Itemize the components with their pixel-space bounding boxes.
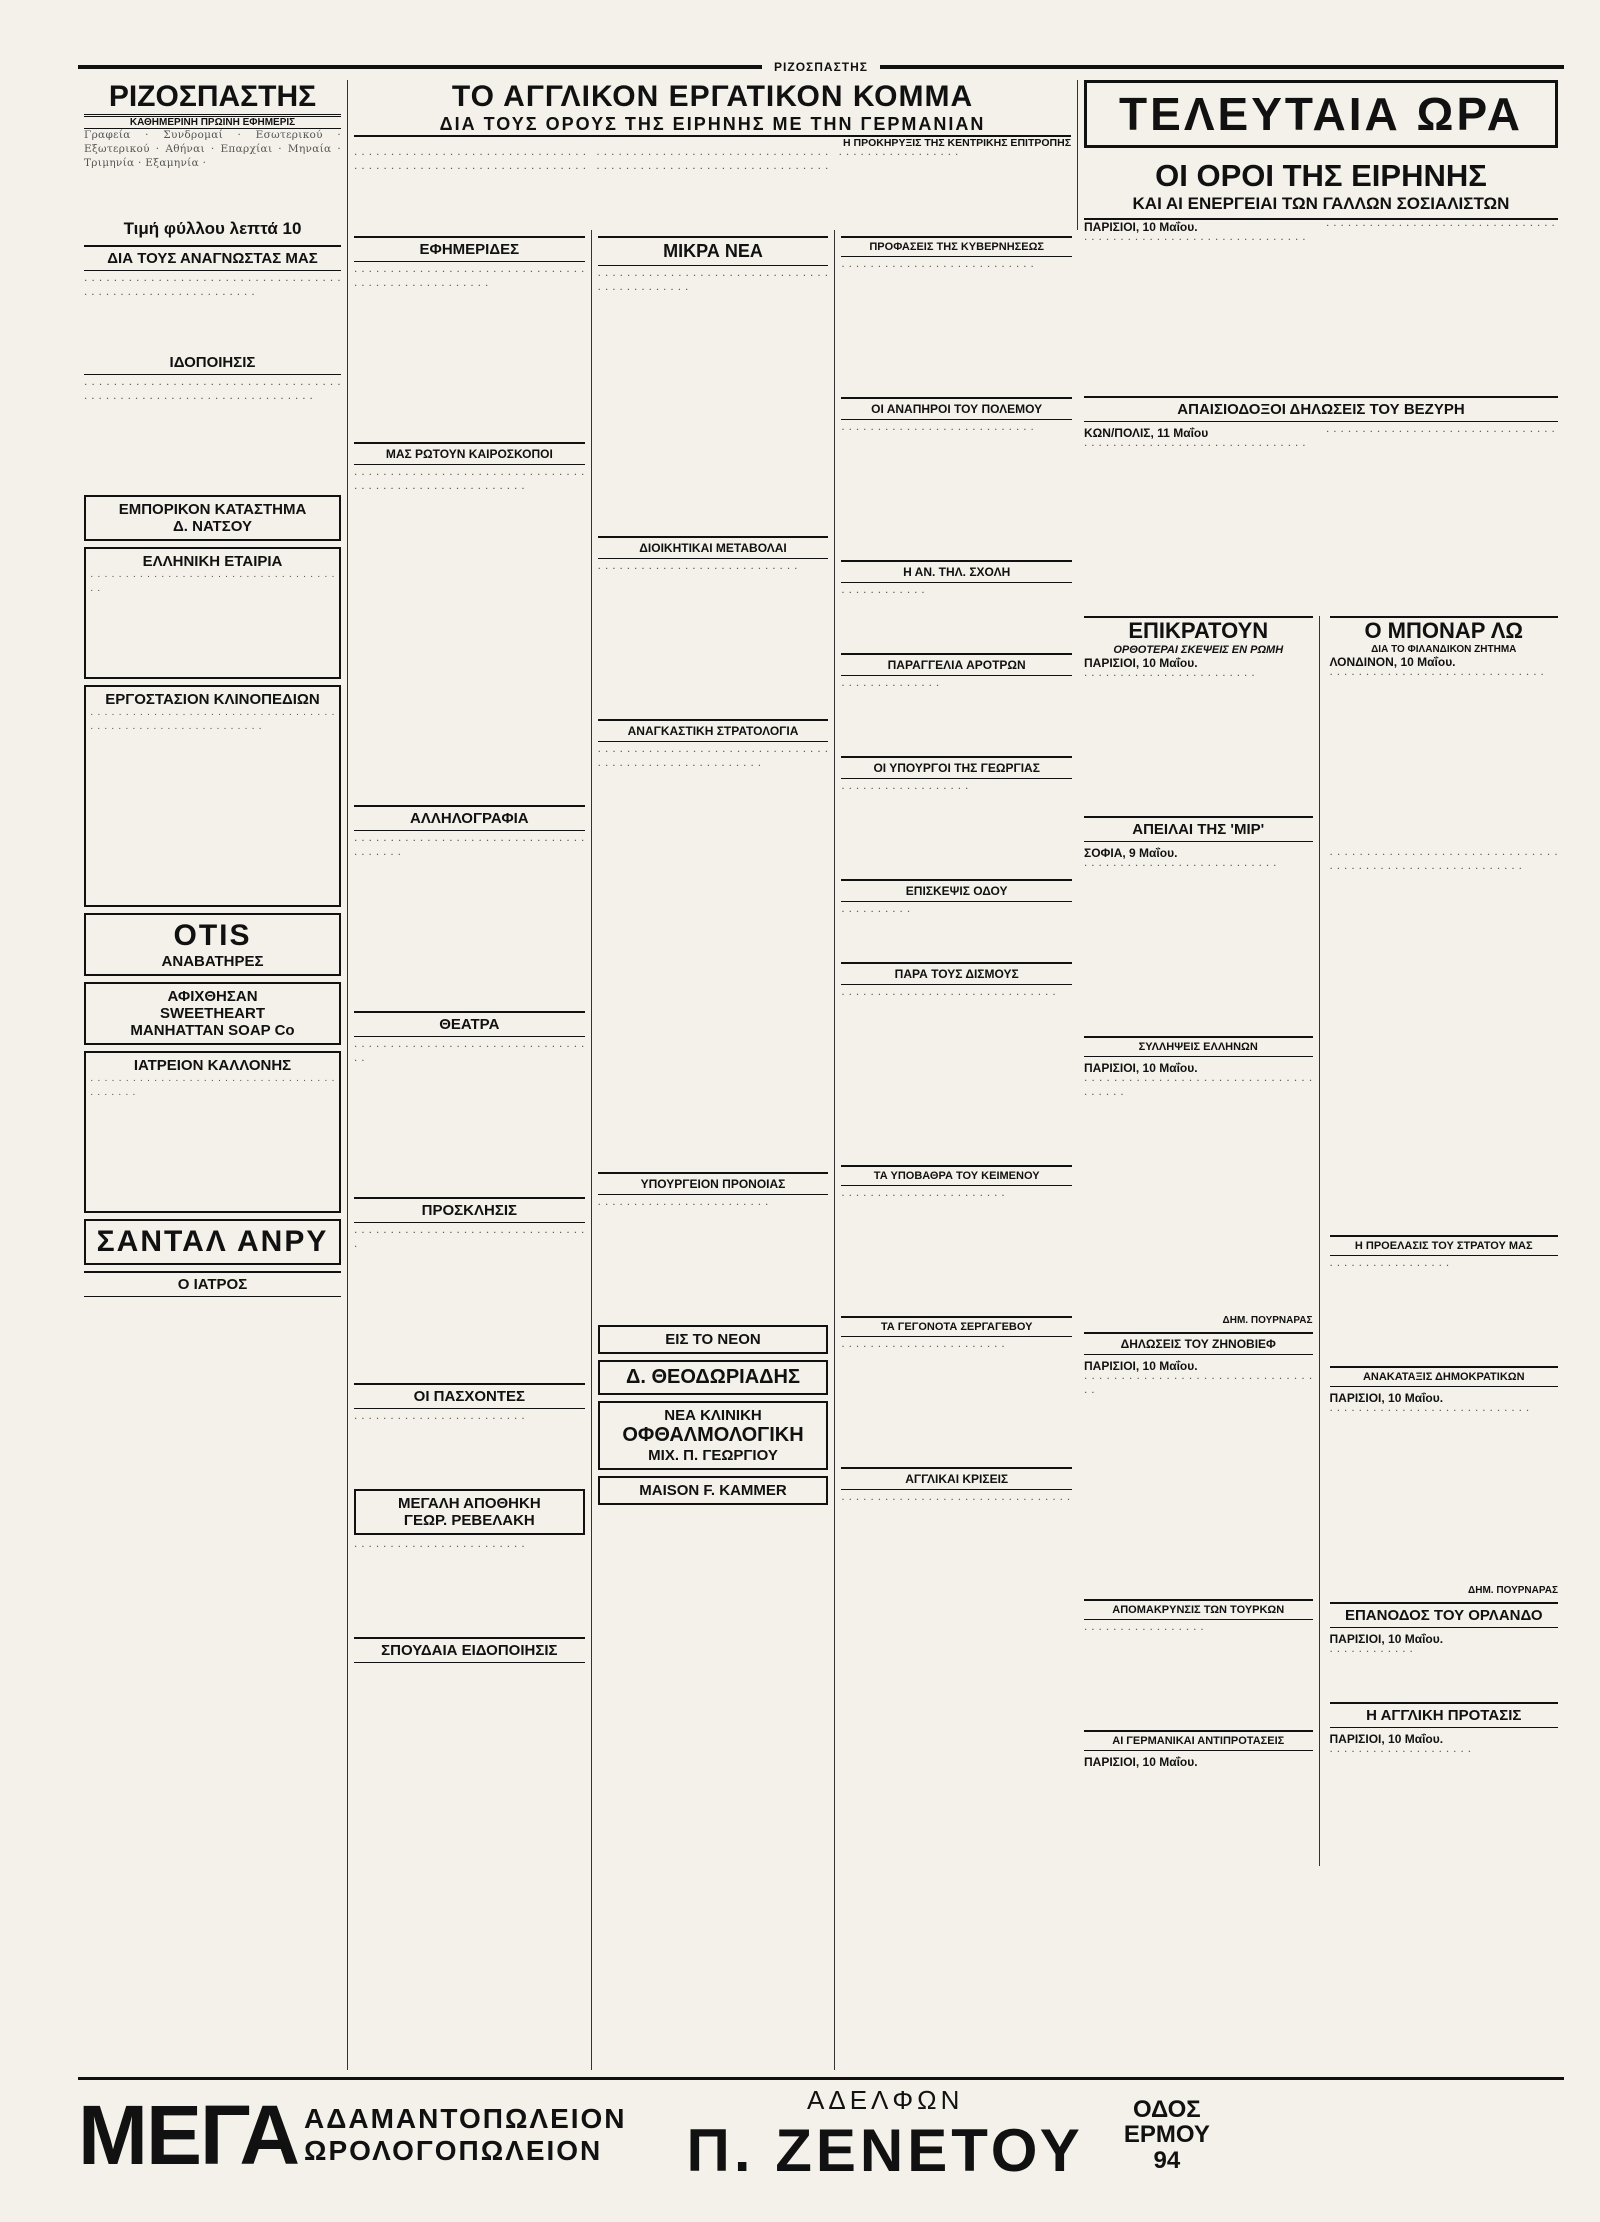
kairoi-heading: ΜΑΣ ΡΩΤΟΥΝ ΚΑΙΡΟΣΚΟΠΟΙ xyxy=(354,442,585,465)
parangelia-body: · · · · · · · · · · · · · · xyxy=(841,680,940,692)
theatra-body: · · · · · · · · · · · · · · · · · · · · · · · · · · · · · · · · · · xyxy=(354,1041,585,1067)
neon-ad xyxy=(598,1325,829,1354)
anakopi-heading: ΑΝΑΚΑΤΑΞΙΣ ΔΗΜΟΚΡΑΤΙΚΩΝ xyxy=(1330,1366,1559,1387)
column-3 xyxy=(592,230,836,2070)
zinoviev-dateline: ΠΑΡΙΣΙΟΙ, 10 Μαΐου. xyxy=(1084,1359,1198,1373)
dismous-heading: ΠΑΡΑ ΤΟΥΣ ΔΙΣΜΟΥΣ xyxy=(841,962,1072,985)
ypourgos-heading: ΟΙ ΥΠΟΥΡΓΟΙ ΤΗΣ ΓΕΩΡΓΙΑΣ xyxy=(841,756,1072,779)
anakopi-dateline: ΠΑΡΙΣΙΟΙ, 10 Μαΐου. xyxy=(1329,1391,1444,1405)
apothiki-list: · · · · · · · · · · · · · · · · · · · · · · · · xyxy=(354,1541,525,1553)
footer-odos: ΟΔΟΣ xyxy=(1132,2096,1201,2124)
footer-shop-types xyxy=(304,2103,627,2167)
paschontes-heading: ΟΙ ΠΑΣΧΟΝΤΕΣ xyxy=(354,1383,585,1409)
kairoi-body: · · · · · · · · · · · · · · · · · · · · · · · · · · · · · · · · · · · · · · · · · · · · · · · · · · · · · · · · xyxy=(354,469,585,495)
apomakrynseis-heading: ΑΠΟΜΑΚΡΥΝΣΙΣ ΤΩΝ ΤΟΥΡΚΩΝ xyxy=(1084,1599,1313,1620)
footer-adelfon: ΑΔΕΛΦΩΝ xyxy=(806,2085,964,2115)
apeilai-body: · · · · · · · · · · · · · · · · · · · · · · · · · · · xyxy=(1084,860,1277,872)
lead-story xyxy=(348,80,1078,230)
zinoviev-body: · · · · · · · · · · · · · · · · · · · · · · · · · · · · · · · · · xyxy=(1084,1373,1313,1399)
gounaris-dateline: ΠΑΡΙΣΙΟΙ, 10 Μαΐου. xyxy=(1084,1061,1198,1075)
top-rule xyxy=(78,60,1564,74)
prosklisis-heading: ΠΡΟΣΚΛΗΣΙΣ xyxy=(354,1197,585,1223)
kliniki-ad xyxy=(598,1401,829,1470)
keimenon-heading: ΤΑ ΥΠΟΒΑΘΡΑ ΤΟΥ ΚΕΙΜΕΝΟΥ xyxy=(841,1165,1072,1186)
episkepsi-heading: ΕΠΙΣΚΕΨΙΣ ΟΔΟΥ xyxy=(841,879,1072,902)
price-line: Τιμή φύλλου λεπτά 10 xyxy=(123,219,302,238)
late-news-column xyxy=(1078,80,1564,2070)
iatreion-title: ΙΑΤΡΕΙΟΝ ΚΑΛΛΟΝΗΣ xyxy=(133,1057,292,1074)
late-news-header xyxy=(1084,80,1558,220)
mikra-heading: ΜΙΚΡΑ ΝΕΑ xyxy=(598,236,829,266)
efimerides-heading: ΕΦΗΜΕΡΙΔΕΣ xyxy=(354,236,585,262)
lower-columns xyxy=(348,230,1078,2070)
late-h2: ΟΙ ΟΡΟΙ ΤΗΣ ΕΙΡΗΝΗΣ xyxy=(1155,158,1487,193)
diagnosis-body: · · · · · · · · · · · · · · · · · · · · · · · · xyxy=(597,1199,769,1211)
apothiki-ad xyxy=(354,1489,585,1535)
afichthisan-ad xyxy=(84,982,341,1045)
allilografia-heading: ΑΛΛΗΛΟΓΡΑΦΙΑ xyxy=(354,805,585,831)
late-left-column xyxy=(1084,616,1320,1866)
lead-headline-wrap xyxy=(354,80,1071,149)
column-4 xyxy=(835,230,1078,2070)
lead-subtitle: ΔΙΑ ΤΟΥΣ ΟΡΟΥΣ ΤΗΣ ΕΙΡΗΝΗΣ ΜΕ ΤΗΝ ΓΕΡΜΑΝΙΑΝ xyxy=(354,114,1071,137)
footer-line2: ΩΡΟΛΟΓΟΠΩΛΕΙΟΝ xyxy=(304,2135,603,2166)
subscription-info: Γραφεία · Συνδρομαί · Εσωτερικού · Εξωτερικού · Αθήναι · Επαρχίαι · Μηναία · Τριμηνία · Εξαμηνία · xyxy=(84,129,341,169)
late-right-column xyxy=(1330,616,1559,1866)
neon-title: ΕΙΣ ΤΟ ΝΕΟΝ xyxy=(665,1331,761,1348)
peace-body-right: · · · · · · · · · · · · · · · · · · · · · · · · · · · · · · · · xyxy=(1326,220,1556,232)
paper-title: ΡΙΖΟΣΠΑΣΤΗΣ xyxy=(84,80,341,117)
london-dateline: ΛΟΝΔΙΝΟΝ, 10 Μαΐου. xyxy=(1329,655,1456,669)
column-2 xyxy=(348,230,592,2070)
epikratoun-dateline: ΠΑΡΙΣΙΟΙ, 10 Μαΐου. xyxy=(1084,656,1198,670)
parangelia-heading: ΠΑΡΑΓΓΕΛΙΑ ΑΡΟΤΡΩΝ xyxy=(841,653,1072,676)
lead-body: · · · · · · · · · · · · · · · · · · · · · · · · · · · · · · · · · · · · · · · · · · · · · · · · · · · · · · · · · · · · · · · · · · · · · · · · · · · · · · · · · · · · · · · · · · · · · · · · · · · · · · · · · · · · · · · · · · · · · · · · · · · · · · · · · · · · · · · · · · · · · · · · · xyxy=(354,149,959,175)
idopoiisis-body: · · · · · · · · · · · · · · · · · · · · · · · · · · · · · · · · · · · · · · · · · · · · · · · · · · · · · · · · · · · · · · · · · · · xyxy=(84,379,341,405)
etairia-body: · · · · · · · · · · · · · · · · · · · · · · · · · · · · · · · · · · · · · xyxy=(90,570,335,596)
peace-body-left: · · · · · · · · · · · · · · · · · · · · · · · · · · · · · · · xyxy=(1084,234,1306,246)
sergeevou-heading: ΤΑ ΓΕΓΟΝΟΤΑ ΣΕΡΓΑΓΕΒΟΥ xyxy=(841,1316,1072,1337)
vezyri-pair xyxy=(1084,426,1558,616)
apomakrynseis-body: · · · · · · · · · · · · · · · · · xyxy=(1084,1624,1205,1636)
ypourgos-body: · · · · · · · · · · · · · · · · · · xyxy=(841,783,969,795)
polemou-heading: ΟΙ ΑΝΑΠΗΡΟΙ ΤΟΥ ΠΟΛΕΜΟΥ xyxy=(841,397,1072,420)
columns xyxy=(78,80,1564,2070)
ergostasion-body: · · · · · · · · · · · · · · · · · · · · · · · · · · · · · · · · · · · · · · · · · · · · · · · · · · · · · · · · · · · · xyxy=(90,708,335,734)
afichthisan-title: ΑΦΙΧΘΗΣΑΝ xyxy=(167,988,258,1005)
lead-block xyxy=(348,80,1078,2070)
stratologia-heading: ΑΝΑΓΚΑΣΤΙΚΗ ΣΤΡΑΤΟΛΟΓΙΑ xyxy=(598,719,829,742)
gounaris-body: · · · · · · · · · · · · · · · · · · · · · · · · · · · · · · · · · · · · · xyxy=(1084,1075,1313,1101)
footer-zenetou: Π. ΖΕΝΕΤΟΥ xyxy=(686,2117,1084,2184)
gounaris-heading: ΣΥΛΛΗΨΕΙΣ ΕΛΛΗΝΩΝ xyxy=(1084,1036,1313,1057)
epanodos-dateline: ΠΑΡΙΣΙΟΙ, 10 Μαΐου. xyxy=(1329,1632,1444,1646)
dismous-body: · · · · · · · · · · · · · · · · · · · · · · · · · · · · · · xyxy=(841,989,1056,1001)
vezyri-body-right: · · · · · · · · · · · · · · · · · · · · · · · · · · · · · · · · xyxy=(1326,426,1556,438)
prokiryxi-heading: Η ΠΡΟΕΛΑΣΙΣ ΤΟΥ ΣΤΡΑΤΟΥ ΜΑΣ xyxy=(1330,1235,1559,1256)
protasis-body: · · · · · · · · · · · · · · · · · · · · xyxy=(1329,1746,1472,1758)
footer-ad xyxy=(78,2077,1564,2190)
column-1 xyxy=(78,80,348,2070)
idopoiisis-heading: ΙΔΟΠΟΙΗΣΙΣ xyxy=(84,351,341,375)
lead-title: ΤΟ ΑΓΓΛΙΚΟΝ ΕΡΓΑΤΙΚΟΝ ΚΟΜΜΑ xyxy=(451,80,974,113)
signature-1: ΔΗΜ. ΠΟΥΡΝΑΡΑΣ xyxy=(1222,1315,1313,1326)
second-story-body: · · · · · · · · · · · · · · · · · · · · · · · · · · · · · · · · · · · · · · · · · · · · · · · · · · · · · · · · · · xyxy=(1329,849,1558,875)
otis-sub: ΑΝΑΒΑΤΗΡΕΣ xyxy=(161,953,264,970)
ofthalmo-title: ΟΦΘΑΛΜΟΛΟΓΙΚΗ xyxy=(622,1424,804,1446)
metavoli-heading: ΔΙΟΙΚΗΤΙΚΑΙ ΜΕΤΑΒΟΛΑΙ xyxy=(598,536,829,559)
epikratoun-body: · · · · · · · · · · · · · · · · · · · · · · · · xyxy=(1084,670,1255,682)
bonar-body: · · · · · · · · · · · · · · · · · · · · · · · · · · · · · · xyxy=(1329,669,1545,681)
metavoli-body: · · · · · · · · · · · · · · · · · · · · · · · · · · · · xyxy=(597,563,798,575)
zinoviev-heading: ΔΗΛΩΣΕΙΣ ΤΟΥ ΖΗΝΟΒΙΕΦ xyxy=(1084,1332,1313,1355)
ergostasion-title: ΕΡΓΟΣΤΑΣΙΟΝ ΚΛΙΝΟΠΕΔΙΩΝ xyxy=(105,691,320,708)
sxoli-heading: Η ΑΝ. ΤΗΛ. ΣΧΟΛΗ xyxy=(841,560,1072,583)
protaseis-heading: ΠΡΟΦΑΣΕΙΣ ΤΗΣ ΚΥΒΕΡΝΗΣΕΩΣ xyxy=(841,236,1072,257)
anakopi-body: · · · · · · · · · · · · · · · · · · · · · · · · · · · · xyxy=(1329,1405,1530,1417)
katastima-title: ΕΜΠΟΡΙΚΟΝ ΚΑΤΑΣΤΗΜΑ xyxy=(118,501,307,518)
revelaki-name: ΓΕΩΡ. ΡΕΒΕΛΑΚΗ xyxy=(403,1512,535,1529)
keimenon-body: · · · · · · · · · · · · · · · · · · · · · · · xyxy=(841,1190,1006,1202)
theatra-heading: ΘΕΑΤΡΑ xyxy=(354,1011,585,1037)
efimerides-body: · · · · · · · · · · · · · · · · · · · · · · · · · · · · · · · · · · · · · · · · · · · · · · · · · · · xyxy=(354,266,585,292)
epanodos-body: · · · · · · · · · · · · xyxy=(1329,1646,1414,1658)
kriseis-heading: ΑΓΓΛΙΚΑΙ ΚΡΙΣΕΙΣ xyxy=(841,1467,1072,1490)
protasis-heading: Η ΑΓΓΛΙΚΗ ΠΡΟΤΑΣΙΣ xyxy=(1330,1702,1559,1728)
santal-title: ΣΑΝΤΑΛ ΑΝΡΥ xyxy=(96,1225,329,1258)
kliniki-title: ΝΕΑ ΚΛΙΝΙΚΗ xyxy=(664,1407,762,1424)
protaseis-body: · · · · · · · · · · · · · · · · · · · · · · · · · · · xyxy=(841,261,1035,273)
bonar-sub: ΔΙΑ ΤΟ ΦΙΛΑΝΔΙΚΟΝ ΖΗΤΗΜΑ xyxy=(1371,644,1517,655)
notice-body: · · · · · · · · · · · · · · · · · · · · · · · · · · · · · · · · · · · · · · · · · · · · · · · · · · · · · · · · · · · xyxy=(84,275,341,301)
spoudaia-heading: ΣΠΟΥΔΑΙΑ ΕΙΔΟΠΟΙΗΣΙΣ xyxy=(354,1637,585,1663)
prokiryxi-body: · · · · · · · · · · · · · · · · · xyxy=(1329,1260,1450,1272)
theodoriadis-ad xyxy=(598,1360,829,1395)
notice-heading: ΔΙΑ ΤΟΥΣ ΑΝΑΓΝΩΣΤΑΣ ΜΑΣ xyxy=(84,245,341,271)
theodoriadis-title: Δ. ΘΕΟΔΩΡΙΑΔΗΣ xyxy=(626,1366,800,1388)
sergeevou-body: · · · · · · · · · · · · · · · · · · · · · · · xyxy=(841,1341,1006,1353)
antiprotaseis-dateline: ΠΑΡΙΣΙΟΙ, 10 Μαΐου. xyxy=(1084,1755,1198,1769)
peace-terms-pair xyxy=(1084,220,1558,390)
manhattan-title: MANHATTAN SOAP Co xyxy=(130,1022,295,1039)
epanodos-heading: ΕΠΑΝΟΔΟΣ ΤΟΥ ΟΡΛΑΝΔΟ xyxy=(1330,1602,1559,1628)
kammer-ad xyxy=(598,1476,829,1505)
episkepsi-body: · · · · · · · · · · xyxy=(841,906,911,918)
vezyri-dateline: ΚΩΝ/ΠΟΛΙΣ, 11 Μαΐου xyxy=(1084,426,1209,440)
mikra-body: · · · · · · · · · · · · · · · · · · · · · · · · · · · · · · · · · · · · · · · · · · · · · xyxy=(597,270,829,296)
footer-line1: ΑΔΑΜΑΝΤΟΠΩΛΕΙΟΝ xyxy=(304,2103,627,2134)
sxoli-body: · · · · · · · · · · · · xyxy=(841,587,926,599)
apothiki-title: ΜΕΓΑΛΗ ΑΠΟΘΗΚΗ xyxy=(398,1495,541,1512)
natsos-name: Δ. ΝΑΤΣΟΥ xyxy=(173,518,252,535)
masthead-name: ΡΙΖΟΣΠΑΣΤΗΣ xyxy=(774,60,868,74)
katastima-ad xyxy=(84,495,341,541)
iatreion-body: · · · · · · · · · · · · · · · · · · · · · · · · · · · · · · · · · · · · · · · · · · xyxy=(90,1074,335,1100)
diagnosis-heading: ΥΠΟΥΡΓΕΙΟΝ ΠΡΟΝΟΙΑΣ xyxy=(598,1172,829,1195)
stratologia-body: · · · · · · · · · · · · · · · · · · · · · · · · · · · · · · · · · · · · · · · · · · · · · · · · · · · · · · · xyxy=(597,746,829,772)
sweetheart-title: SWEETHEART xyxy=(160,1005,265,1022)
lead-kicker: Η ΠΡΟΚΗΡΥΞΙΣ ΤΗΣ ΚΕΝΤΡΙΚΗΣ ΕΠΙΤΡΟΠΗΣ xyxy=(843,137,1071,149)
iatros-heading: Ο ΙΑΤΡΟΣ xyxy=(84,1271,341,1297)
etairia-title: ΕΛΛΗΝΙΚΗ ΕΤΑΙΡΙΑ xyxy=(142,553,283,570)
etairia-ad xyxy=(84,547,341,679)
vezyri-heading: ΑΠΑΙΣΙΟΔΟΞΟΙ ΔΗΛΩΣΕΙΣ ΤΟΥ ΒΕΖΥΡΗ xyxy=(1084,396,1558,422)
allilografia-body: · · · · · · · · · · · · · · · · · · · · · · · · · · · · · · · · · · · · · · · xyxy=(354,835,585,861)
bonar-heading: Ο ΜΠΟΝΑΡ ΛΩ xyxy=(1330,616,1559,644)
footer-ermou: ΕΡΜΟΥ xyxy=(1123,2121,1210,2149)
polemou-body: · · · · · · · · · · · · · · · · · · · · · · · · · · · xyxy=(841,424,1035,436)
epikratoun-sub: ΟΡΘΟΤΕΡΑΙ ΣΚΕΨΕΙΣ ΕΝ ΡΩΜΗ xyxy=(1113,644,1284,656)
late-two-columns xyxy=(1084,616,1558,1866)
footer-owner xyxy=(687,2085,1084,2185)
antiprotaseis-heading: ΑΙ ΓΕΡΜΑΝΙΚΑΙ ΑΝΤΙΠΡΟΤΑΣΕΙΣ xyxy=(1084,1730,1313,1751)
protasis-dateline: ΠΑΡΙΣΙΟΙ, 10 Μαΐου. xyxy=(1329,1732,1444,1746)
paschontes-body: · · · · · · · · · · · · · · · · · · · · · · · · xyxy=(354,1413,525,1425)
ergostasion-ad xyxy=(84,685,341,907)
peace-dateline: ΠΑΡΙΣΙΟΙ, 10 Μαΐου. xyxy=(1084,220,1198,234)
otis-ad xyxy=(84,913,341,976)
vezyri-body-left: · · · · · · · · · · · · · · · · · · · · · · · · · · · · · · · xyxy=(1084,440,1306,452)
georgiou-name: ΜΙΧ. Π. ΓΕΩΡΓΙΟΥ xyxy=(648,1447,778,1464)
paper-subtitle: ΚΑΘΗΜΕΡΙΝΗ ΠΡΩΙΝΗ ΕΦΗΜΕΡΙΣ xyxy=(84,117,341,129)
late-title: ΤΕΛΕΥΤΑΙΑ ΩΡΑ xyxy=(1084,80,1558,148)
signature-2: ΔΗΜ. ΠΟΥΡΝΑΡΑΣ xyxy=(1468,1585,1558,1596)
footer-address xyxy=(1124,2097,1210,2173)
iatreion-ad xyxy=(84,1051,341,1213)
otis-title: OTIS xyxy=(173,919,252,952)
footer-mega: ΜΕΓΑ xyxy=(78,2087,299,2182)
newspaper-page xyxy=(78,60,1564,2190)
epikratoun-heading: ΕΠΙΚΡΑΤΟΥΝ xyxy=(1084,616,1313,644)
late-h3: ΚΑΙ ΑΙ ΕΝΕΡΓΕΙΑΙ ΤΩΝ ΓΑΛΛΩΝ ΣΟΣΙΑΛΙΣΤΩΝ xyxy=(1084,194,1558,220)
kammer-title: MAISON F. KAMMER xyxy=(639,1482,787,1499)
apeilai-heading: ΑΠΕΙΛΑΙ ΤΗΣ 'ΜΙΡ' xyxy=(1084,816,1313,842)
sofia-dateline: ΣΟΦΙΑ, 9 Μαΐου. xyxy=(1084,846,1178,860)
kriseis-body: · · · · · · · · · · · · · · · · · · · · · · · · · · · · · · · · xyxy=(841,1494,1071,1506)
footer-number: 94 xyxy=(1153,2146,1181,2174)
prosklisis-body: · · · · · · · · · · · · · · · · · · · · · · · · · · · · · · · · · xyxy=(354,1227,585,1253)
santal-ad xyxy=(84,1219,341,1265)
